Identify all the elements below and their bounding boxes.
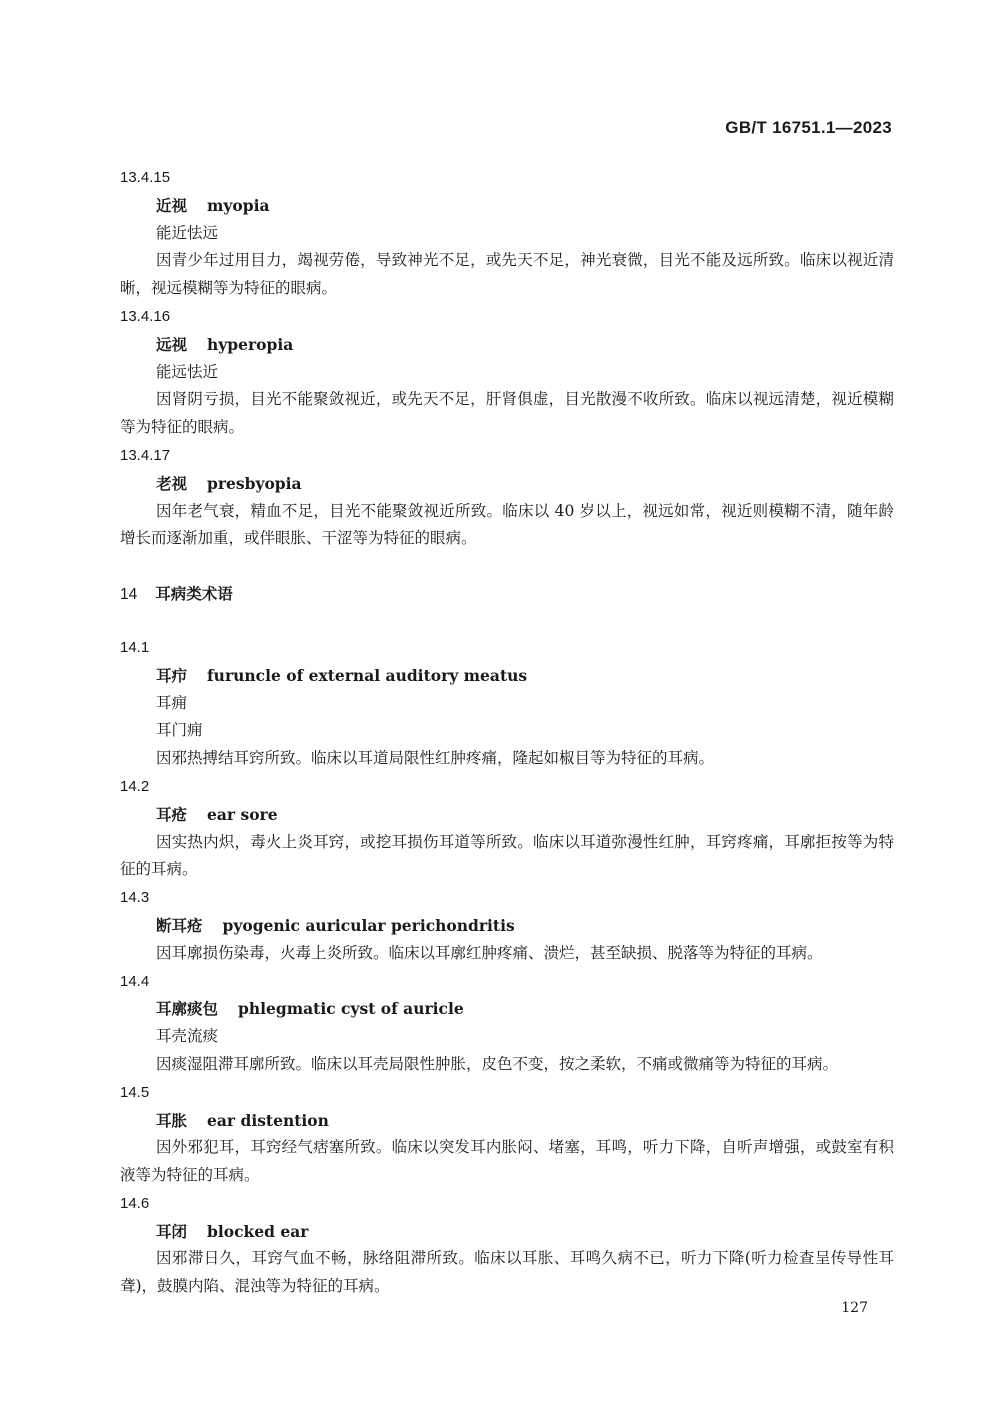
term-entry <box>120 442 894 553</box>
term-heading <box>120 1218 894 1246</box>
standard-code: GB/T 16751.1—2023 <box>725 118 892 137</box>
term-definition: 因邪滞日久，耳窍气血不畅，脉络阻滞所致。临床以耳胀、耳鸣久病不已，听力下降(听力检查呈传导性耳聋)，鼓膜内陷、混浊等为特征的耳病。 <box>120 1249 894 1296</box>
term-entry <box>120 773 894 884</box>
term-synonym: 耳壳流痰 <box>156 1027 219 1046</box>
entry-number: 14.6 <box>120 1194 150 1212</box>
term-definition: 因肾阴亏损，目光不能聚敛视近，或先天不足，肝肾俱虚，目光散漫不收所致。临床以视远清楚，视近模糊等为特征的眼病。 <box>120 390 894 437</box>
term-definition: 因年老气衰，精血不足，目光不能聚敛视近所致。临床以 40 岁以上，视远如常，视近则模糊不清，随年龄增长而逐渐加重，或伴眼胀、干涩等为特征的眼病。 <box>120 501 894 548</box>
term-heading <box>120 331 894 359</box>
document-body <box>120 164 894 1301</box>
section-heading <box>120 580 894 608</box>
term-en: myopia <box>207 195 270 215</box>
term-zh: 耳闭 <box>156 1221 188 1241</box>
term-definition: 因青少年过用目力，竭视劳倦，导致神光不足，或先天不足，神光衰微，目光不能及远所致。临床以视近清晰，视远模糊等为特征的眼病。 <box>120 251 894 298</box>
term-synonym: 能远怯近 <box>156 362 219 381</box>
term-entry <box>120 884 894 967</box>
entry-number: 14.3 <box>120 889 150 907</box>
term-entry <box>120 1079 894 1190</box>
entry-number: 13.4.15 <box>120 169 171 186</box>
term-entry <box>120 303 894 442</box>
term-en: furuncle of external auditory meatus <box>207 665 528 685</box>
term-heading <box>120 470 894 498</box>
term-definition: 因痰湿阻滞耳廓所致。临床以耳壳局限性肿胀，皮色不变，按之柔软，不痛或微痛等为特征的耳病。 <box>156 1054 839 1073</box>
section-number: 14 <box>120 586 138 604</box>
term-heading <box>120 662 894 690</box>
entry-number: 14.4 <box>120 972 150 990</box>
term-entry <box>120 164 894 303</box>
term-en: pyogenic auricular perichondritis <box>222 915 515 935</box>
page-number: 127 <box>841 1300 868 1316</box>
term-en: ear sore <box>207 804 278 824</box>
term-entry <box>120 968 894 1079</box>
entry-number: 13.4.17 <box>120 446 171 464</box>
term-heading <box>120 912 894 940</box>
term-en: ear distention <box>207 1110 329 1130</box>
term-zh: 断耳疮 <box>156 915 203 935</box>
term-en: presbyopia <box>207 473 302 493</box>
term-zh: 远视 <box>156 334 188 354</box>
term-entry <box>120 1190 894 1301</box>
term-en: phlegmatic cyst of auricle <box>238 999 464 1019</box>
term-definition: 因邪热搏结耳窍所致。临床以耳道局限性红肿疼痛，隆起如椒目等为特征的耳病。 <box>156 749 715 768</box>
term-synonym: 耳门痈 <box>156 721 203 740</box>
term-heading <box>120 995 894 1023</box>
term-definition: 因耳廓损伤染毒，火毒上炎所致。临床以耳廓红肿疼痛、溃烂，甚至缺损、脱落等为特征的耳病。 <box>156 943 823 962</box>
term-zh: 近视 <box>156 195 188 215</box>
term-zh: 老视 <box>156 473 188 493</box>
entry-number: 14.2 <box>120 777 150 795</box>
term-heading <box>120 801 894 829</box>
term-en: hyperopia <box>207 334 294 354</box>
term-entry <box>120 634 894 773</box>
term-definition: 因外邪犯耳，耳窍经气痞塞所致。临床以突发耳内胀闷、堵塞，耳鸣，听力下降，自听声增强，或鼓室有积液等为特征的耳病。 <box>120 1138 894 1185</box>
entry-number: 14.5 <box>120 1083 150 1101</box>
entry-number: 14.1 <box>120 638 150 656</box>
term-synonym: 耳痈 <box>156 693 188 712</box>
entry-number: 13.4.16 <box>120 307 171 325</box>
term-synonym: 能近怯远 <box>156 223 219 242</box>
section-title: 耳病类术语 <box>155 584 233 604</box>
term-zh: 耳疮 <box>156 804 188 824</box>
term-en: blocked ear <box>207 1221 309 1241</box>
term-zh: 耳疖 <box>156 665 188 685</box>
term-heading <box>120 192 894 220</box>
term-definition: 因实热内炽，毒火上炎耳窍，或挖耳损伤耳道等所致。临床以耳道弥漫性红肿，耳窍疼痛，耳廓拒按等为特征的耳病。 <box>120 832 894 879</box>
term-zh: 耳胀 <box>156 1110 188 1130</box>
term-zh: 耳廓痰包 <box>156 999 219 1019</box>
term-heading <box>120 1107 894 1135</box>
